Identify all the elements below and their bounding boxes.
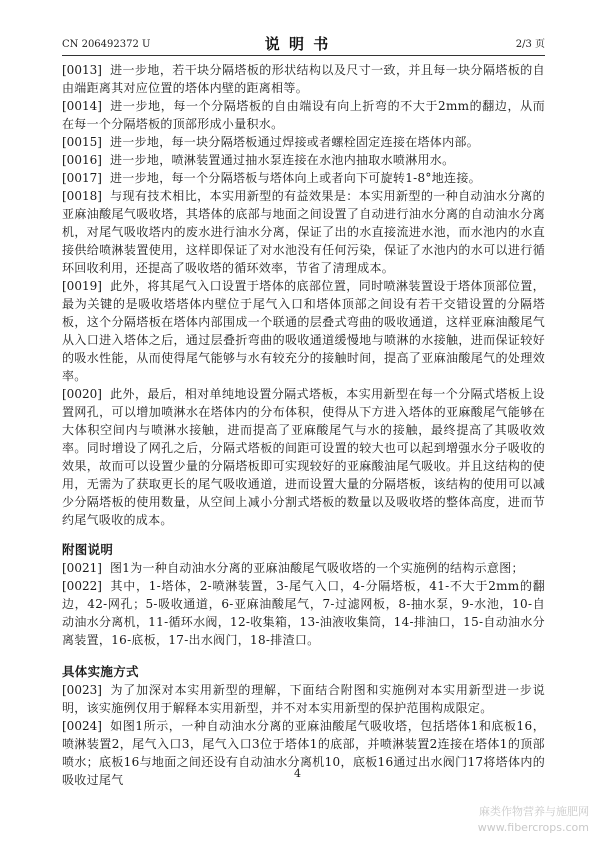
paragraph-number: [0013]	[62, 63, 102, 77]
paragraph-number: [0024]	[62, 719, 102, 733]
paragraph-text: 进一步地，每一块分隔塔板通过焊接或者螺栓固定连接在塔体内部。	[110, 135, 480, 149]
watermark-url: www.fibercrops.com	[477, 821, 589, 834]
paragraph-text: 图1为一种自动油水分离的亚麻油酸尾气吸收塔的一个实施例的结构示意图；	[110, 561, 524, 575]
paragraph-text: 此外，将其尾气入口设置于塔体的底部位置，同时喷淋装置设于塔体顶部位置，最为关键的是吸收塔塔体内壁位于尾气入口和塔体顶部之间设有若干交错设置的分隔塔板，这个分隔塔板在塔体内部围成一个联通的层叠式弯曲的吸收通道，这样亚麻油酸尾气从入口进入塔体之后，通过层叠折弯曲的吸收通道缓慢地与喷淋的水接触，进而保证较好的吸水性能，从而使得尾气能够与水有较充分的接触时间，提高了亚麻油酸尾气的处理效率。	[62, 279, 545, 383]
paragraph-text: 为了加深对本实用新型的理解，下面结合附图和实施例对本实用新型进一步说明，该实施例仅用于解释本实用新型，并不对本实用新型的保护范围构成限定。	[62, 683, 545, 715]
watermark	[478, 804, 589, 836]
paragraph-number: [0021]	[62, 561, 102, 575]
header-divider	[62, 55, 545, 56]
paragraph-text: 进一步地，每一个分隔塔板的自由端设有向上折弯的不大于2mm的翻边，从而在每一个分隔塔板的顶部形成小量积水。	[62, 99, 545, 131]
paragraph	[62, 97, 545, 133]
paragraph-text: 进一步地，每一个分隔塔板与塔体向上或者向下可旋转1-8°地连接。	[110, 171, 481, 185]
paragraph	[62, 577, 545, 649]
paragraph	[62, 277, 545, 385]
watermark-site-name: 麻类作物营养与施肥网	[479, 805, 589, 818]
paragraph-text: 进一步地，喷淋装置通过抽水泵连接在水池内抽取水喷淋用水。	[110, 153, 455, 167]
page-counter: 2/3 页	[515, 39, 545, 50]
paragraph	[62, 187, 545, 277]
paragraph-text: 如图1所示，一种自动油水分离的亚麻油酸尾气吸收塔，包括塔体1和底板16，喷淋装置2，尾气入口3，尾气入口3位于塔体1的底部，并喷淋装置2连接在塔体1的顶部喷水；底板16与地面之间还设有自动油水分离机10，底板16通过出水阀门17将塔体内的吸收过尾气	[62, 719, 545, 787]
page-number: 4	[294, 767, 301, 780]
paragraph	[62, 151, 545, 169]
paragraph-number: [0017]	[62, 171, 102, 185]
paragraph-text: 进一步地，若干块分隔塔板的形状结构以及尺寸一致，并且每一块分隔塔板的自由端距离其对应位置的塔体内壁的距离相等。	[62, 63, 545, 95]
paragraph-number: [0016]	[62, 153, 102, 167]
paragraph-number: [0023]	[62, 683, 102, 697]
document-body	[62, 61, 545, 789]
paragraph-text: 此外，最后，相对单纯地设置分隔式塔板，本实用新型在每一个分隔式塔板上设置网孔，可以增加喷淋水在塔体内的分布体积，使得从下方进入塔体的亚麻酸尾气能够在大体积空间内与喷淋水接触，进而提高了亚麻酸尾气与水的接触，最终提高了其吸收效率。同时增设了网孔之后，分隔式塔板的间距可设置的较大也可以起到增强水分子吸收的效果，故而可以设置少量的分隔塔板即可实现较好的亚麻酸油尾气吸收。并且这结构的使用，无需为了获取更长的尾气吸收通道，进而设置大量的分隔塔板，该结构的使用可以减少分隔塔板的使用数量，从空间上减小分割式塔板的数量以及吸收塔的整体高度，进而节约尾气吸收的成本。	[62, 387, 545, 527]
paragraph	[62, 385, 545, 529]
paragraph-number: [0018]	[62, 189, 102, 203]
paragraph-text: 与现有技术相比，本实用新型的有益效果是：本实用新型的一种自动油水分离的亚麻油酸尾气吸收塔，其塔体的底部与地面之间设置了自动进行油水分离的自动油水分离机，对尾气吸收塔内的废水进行油水分离，保证了出的水直接流进水池，而水池内的水直接供给喷淋装置使用，这样即保证了对水池没有任何污染，保证了水池内的水可以进行循环回收利用，还提高了吸收塔的循环效率，节省了清理成本。	[62, 189, 545, 275]
publication-number: CN 206492372 U	[62, 39, 151, 50]
paragraph	[62, 61, 545, 97]
paragraph-number: [0020]	[62, 387, 102, 401]
paragraph-number: [0015]	[62, 135, 102, 149]
paragraph-number: [0014]	[62, 99, 102, 113]
section-heading-embodiment: 具体实施方式	[62, 664, 139, 679]
paragraph	[62, 681, 545, 717]
paragraph-number: [0022]	[62, 579, 102, 593]
paragraph	[62, 133, 545, 151]
paragraph	[62, 169, 545, 187]
paragraph-text: 其中，1-塔体，2-喷淋装置，3-尾气入口，4-分隔塔板，41-不大于2mm的翻边，42-网孔；5-吸收通道，6-亚麻油酸尾气，7-过滤网板，8-抽水泵，9-水池，10-自动油水分离机，11-循环水阀，12-收集箱，13-油液收集筒，14-排油口，15-自动油水分离装置，16-底板，17-出水阀门，18-排渣口。	[62, 579, 545, 647]
section-heading-figures: 附图说明	[62, 542, 114, 557]
document-title: 说 明 书	[264, 35, 331, 53]
paragraph-number: [0019]	[62, 279, 102, 293]
paragraph	[62, 559, 545, 577]
